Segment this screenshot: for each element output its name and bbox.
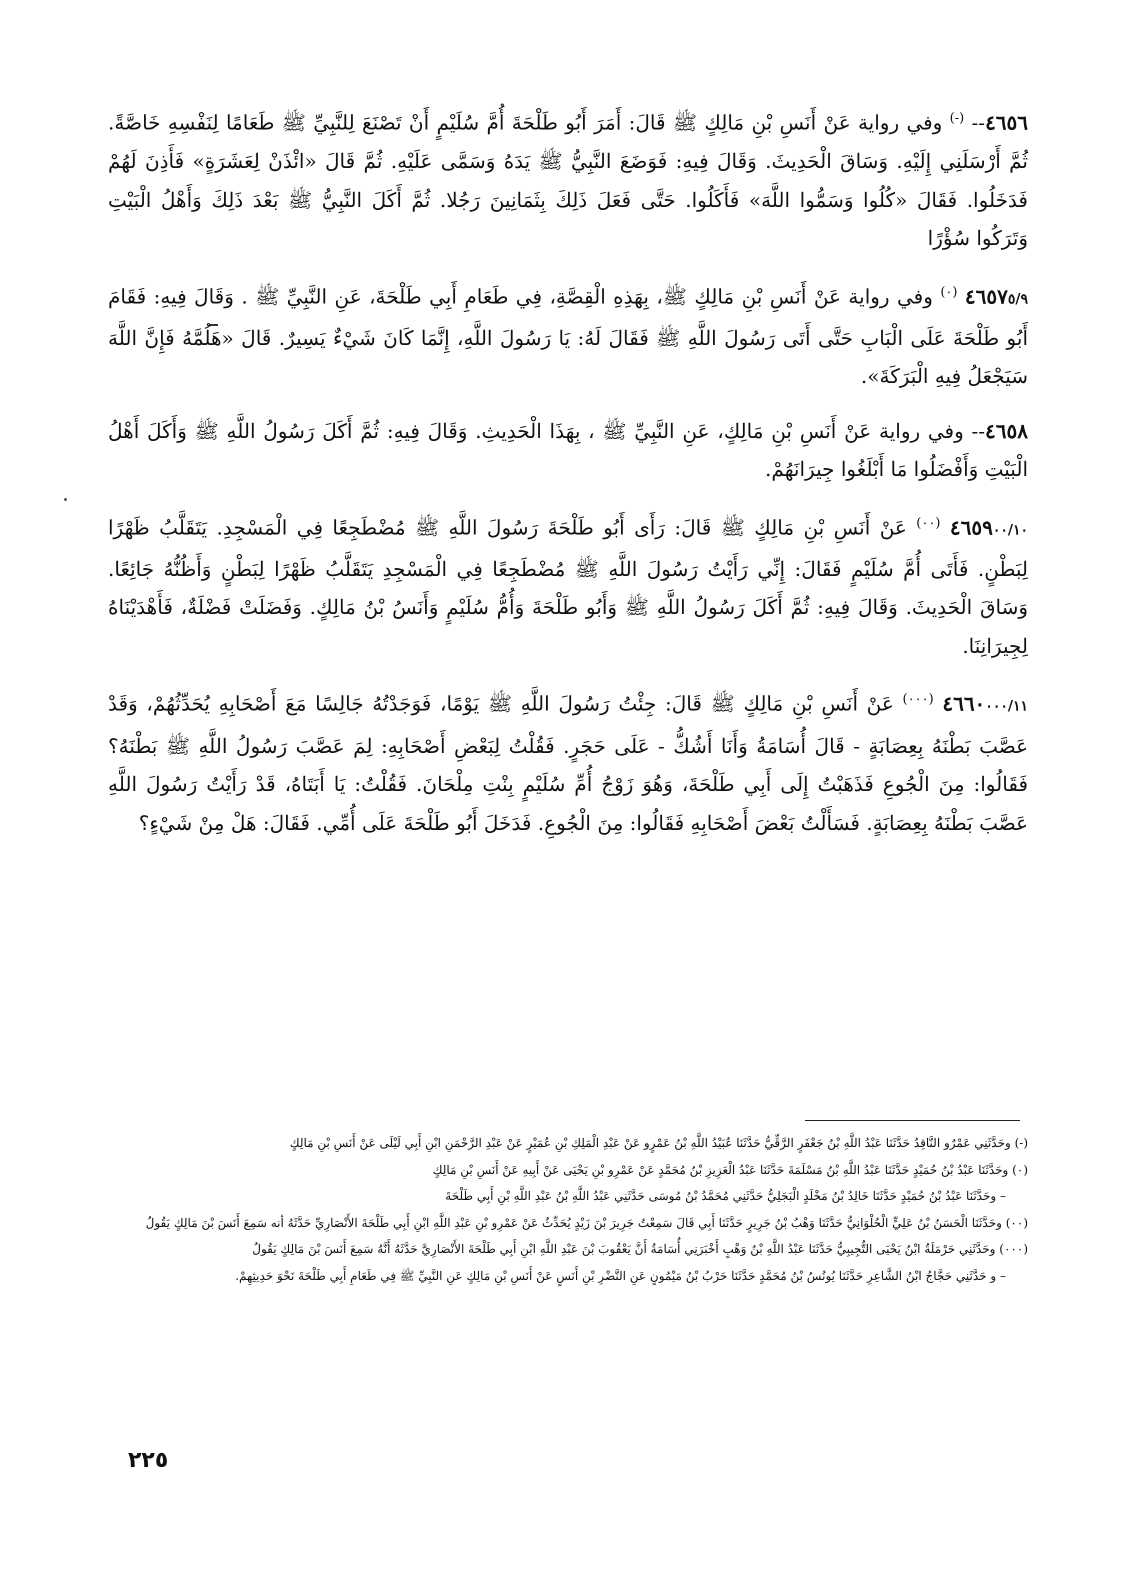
main-text — [108, 100, 1028, 858]
hadith-text: وفي رواية عَنْ أَنَسِ بْنِ مَالِكٍ، عَنِ النَّبِيِّ ﷺ ، بِهَذَا الْحَدِيثِ. وَقَالَ فِيهِ: ثُمَّ أَكَلَ رَسُولُ اللَّهِ ﷺ وَأَكَلَ أَهْلُ الْبَيْتِ وَأَفْضَلُوا مَا أَبْلَغُوا جِيرَانَهُمْ. — [108, 418, 1028, 482]
footnotes — [108, 1130, 1028, 1289]
hadith-marker: ٠٠/١٠ — [992, 522, 1029, 539]
footnote-ref: (-) — [949, 111, 965, 126]
hadith-text: وفي رواية عَنْ أَنَسِ بْنِ مَالِكٍ ﷺ، بِهَذِهِ الْقِصَّةِ، فِي طَعَامِ أَبِي طَلْحَةَ، عَنِ النَّبِيِّ ﷺ . وَقَالَ فِيهِ: فَقَامَ أَبُو طَلْحَةَ عَلَى الْبَابِ حَتَّى أَتَى رَسُولَ اللَّهِ ﷺ فَقَالَ لَهُ: يَا رَسُولَ اللَّهِ، إِنَّمَا كَانَ شَيْءٌ يَسِيرٌ. قَالَ «هَلُمَّهُ فَإِنَّ اللَّهَ سَيَجْعَلُ فِيهِ الْبَرَكَةَ». — [108, 284, 1028, 389]
hadith-4657 — [108, 274, 1028, 396]
page-number: ٢٢٥ — [128, 1448, 169, 1473]
footnote: – وحَدَّثَنَا عَبْدُ بْنُ حُمَيْدٍ حَدَّثَنَا خَالِدُ بْنُ مَخْلَدٍ الْبَجَلِيُّ حَدَّثَنِي مُحَمَّدُ بْنُ مُوسَى حَدَّثَنِي عَبْدُ اللَّهِ بْنُ عَبْدِ اللَّهِ بْنِ أَبِي طَلْحَةَ — [445, 1189, 1006, 1203]
footnote: – و حَدَّثَنِي حَجَّاجُ ابْنُ الشَّاعِرِ حَدَّثَنَا يُونُسُ بْنُ مُحَمَّدٍ حَدَّثَنَا حَرْبُ بْنُ مَيْمُونٍ عَنِ النَّضْرِ بْنِ أَنَسٍ عَنْ أَنَسِ بْنِ مَالِكٍ عَنِ النَّبِيِّ ﷺ فِي طَعَامِ أَبِي طَلْحَةَ نَحْوَ حَدِيثِهِمْ. — [235, 1268, 1006, 1283]
footnote: (-) وحَدَّثَنِي عَمْرٌو النَّاقِدُ حَدَّثَنَا عَبْدُ اللَّهِ بْنُ جَعْفَرٍ الرَّقِّيُّ حَدَّثَنَا عُبَيْدُ اللَّهِ بْنُ عَمْرٍو عَنْ عَبْدِ الْمَلِكِ بْنِ عُمَيْرٍ عَنْ عَبْدِ الرَّحْمَنِ ابْنِ أَبِي لَيْلَى عَنْ أَنَسِ بْنِ مَالِكٍ — [289, 1136, 1028, 1150]
hadith-4656 — [108, 100, 1028, 258]
footnote-ref: (٠) — [940, 284, 958, 300]
hadith-4658 — [108, 412, 1028, 489]
footnote: (٠) وحَدَّثَنَا عَبْدُ بْنُ حُمَيْدٍ حَدَّثَنَا عَبْدُ اللَّهِ بْنُ مَسْلَمَةَ حَدَّثَنَا عَبْدُ الْعَزِيزِ بْنُ مُحَمَّدٍ عَنْ عَمْرِو بْنِ يَحْيَى عَنْ أَبِيهِ عَنْ أَنَسِ بْنِ مَالِكٍ — [432, 1162, 1028, 1177]
hadith-text: عَنْ أَنَسِ بْنِ مَالِكٍ ﷺ قَالَ: رَأَى أَبُو طَلْحَةَ رَسُولَ اللَّهِ ﷺ مُضْطَجِعًا فِي الْمَسْجِدِ. يَتَقَلَّبُ ظَهْرًا لِبَطْنٍ. فَأَتَى أُمَّ سُلَيْمٍ فَقَالَ: إِنِّي رَأَيْتُ رَسُولَ اللَّهِ ﷺ مُضْطَجِعًا فِي الْمَسْجِدِ يَتَقَلَّبُ ظَهْرًا لِبَطْنٍ وَأَظُنُّهُ جَائِعًا. وَسَاقَ الْحَدِيثَ. وَقَالَ فِيهِ: ثُمَّ أَكَلَ رَسُولُ اللَّهِ ﷺ وَأَبُو طَلْحَةَ وَأُمُّ سُلَيْمٍ وَأَنَسُ بْنُ مَالِكٍ. وَفَضَلَتْ فَضْلَةٌ، فَأَهْدَيْنَاهُ لِجِيرَانِنَا. — [108, 515, 1028, 658]
hadith-marker: ٥/٩ — [1007, 291, 1029, 308]
hadith-number: ٤٦٥٦ — [985, 110, 1029, 135]
hadith-text: عَنْ أَنَسِ بْنِ مَالِكٍ ﷺ قَالَ: جِئْتُ رَسُولَ اللَّهِ ﷺ يَوْمًا، فَوَجَدْتُهُ جَالِسًا مَعَ أَصْحَابِهِ يُحَدِّثُهُمْ، وَقَدْ عَصَّبَ بَطْنَهُ بِعِصَابَةٍ - قَالَ أُسَامَةُ وَأَنَا أَشُكُّ - عَلَى حَجَرٍ. فَقُلْتُ لِبَعْضِ أَصْحَابِهِ: لِمَ عَصَّبَ رَسُولُ اللَّهِ ﷺ بَطْنَهُ؟ فَقَالُوا: مِنَ الْجُوعِ فَذَهَبْتُ إِلَى أَبِي طَلْحَةَ، وَهُوَ زَوْجُ أُمِّ سُلَيْمٍ بِنْتِ مِلْحَانَ. فَقُلْتُ: يَا أَبَتَاهُ، قَدْ رَأَيْتُ رَسُولَ اللَّهِ عَصَّبَ بَطْنَهُ بِعِصَابَةٍ. فَسَأَلْتُ بَعْضَ أَصْحَابِهِ فَقَالُوا: مِنَ الْجُوعِ. فَدَخَلَ أَبُو طَلْحَةَ عَلَى أُمِّي. فَقَالَ: هَلْ مِنْ شَيْءٍ؟ — [108, 692, 1029, 835]
footnote-ref: (٠٠٠) — [902, 692, 934, 708]
hadith-text: وفي رواية عَنْ أَنَسِ بْنِ مَالِكٍ ﷺ قَالَ: أَمَرَ أَبُو طَلْحَةَ أُمَّ سُلَيْمٍ أَنْ تَصْنَعَ لِلنَّبِيِّ ﷺ طَعَامًا لِنَفْسِهِ خَاصَّةً. ثُمَّ أَرْسَلَنِي إِلَيْهِ. وَسَاقَ الْحَدِيثَ. وَقَالَ فِيهِ: فَوَضَعَ النَّبِيُّ ﷺ يَدَهُ وَسَمَّى عَلَيْهِ. ثُمَّ قَالَ «ائْذَنْ لِعَشَرَةٍ» فَأَذِنَ لَهُمْ فَدَخَلُوا. فَقَالَ «كُلُوا وَسَمُّوا اللَّهَ» فَأَكَلُوا. حَتَّى فَعَلَ ذَلِكَ بِثَمَانِينَ رَجُلا. ثُمَّ أَكَلَ النَّبِيُّ ﷺ بَعْدَ ذَلِكَ وَأَهْلُ الْبَيْتِ وَتَرَكُوا سُؤْرًا — [108, 110, 1028, 251]
hadith-number: ٤٦٥٨ — [985, 418, 1028, 443]
footnote: (٠٠) وحَدَّثَنَا الْحَسَنُ بْنُ عَلِيٍّ الْحُلْوَانِيُّ حَدَّثَنَا وَهْبُ بْنُ جَرِيرٍ حَدَّثَنَا أَبِي قَالَ سَمِعْتُ جَرِيرَ بْنَ زَيْدٍ يُحَدِّثُ عَنْ عَمْرِو بْنِ عَبْدِ اللَّهِ ابْنِ أَبِي طَلْحَةَ الأَنْصَارِيِّ حَدَّثَهُ أنه سَمِعَ أَنَسَ بْنَ مَالِكٍ يَقُولُ — [145, 1215, 1028, 1230]
footnote: (٠٠٠) وحَدَّثَنِي حَرْمَلَةُ ابْنُ يَحْيَى التُّجِيبِيُّ حَدَّثَنَا عَبْدُ اللَّهِ بْنُ وَهْبٍ أَخْبَرَنِي أُسَامَةُ أَنَّ يَعْقُوبَ بْنَ عَبْدِ اللَّهِ ابْنِ أَبِي طَلْحَةَ الأَنْصَارِيَّ حَدَّثَهُ أَنَّهُ سَمِعَ أَنَسَ بْنَ مَالِكٍ يَقُولُ — [252, 1242, 1028, 1256]
footnote-divider — [805, 1120, 1020, 1121]
hadith-number: ٤٦٦٠ — [942, 692, 986, 717]
hadith-4660 — [108, 681, 1028, 842]
stray-dot — [64, 498, 67, 501]
footnote-ref: (٠٠) — [916, 515, 941, 531]
hadith-marker: -- — [971, 110, 986, 135]
hadith-4659 — [108, 505, 1028, 666]
stray-mark — [210, 324, 218, 326]
hadith-marker: ٠٠٠/١١ — [985, 699, 1029, 716]
hadith-marker: -- — [971, 418, 986, 443]
hadith-number: ٤٦٥٩ — [949, 515, 993, 540]
hadith-number: ٤٦٥٧ — [964, 284, 1008, 309]
